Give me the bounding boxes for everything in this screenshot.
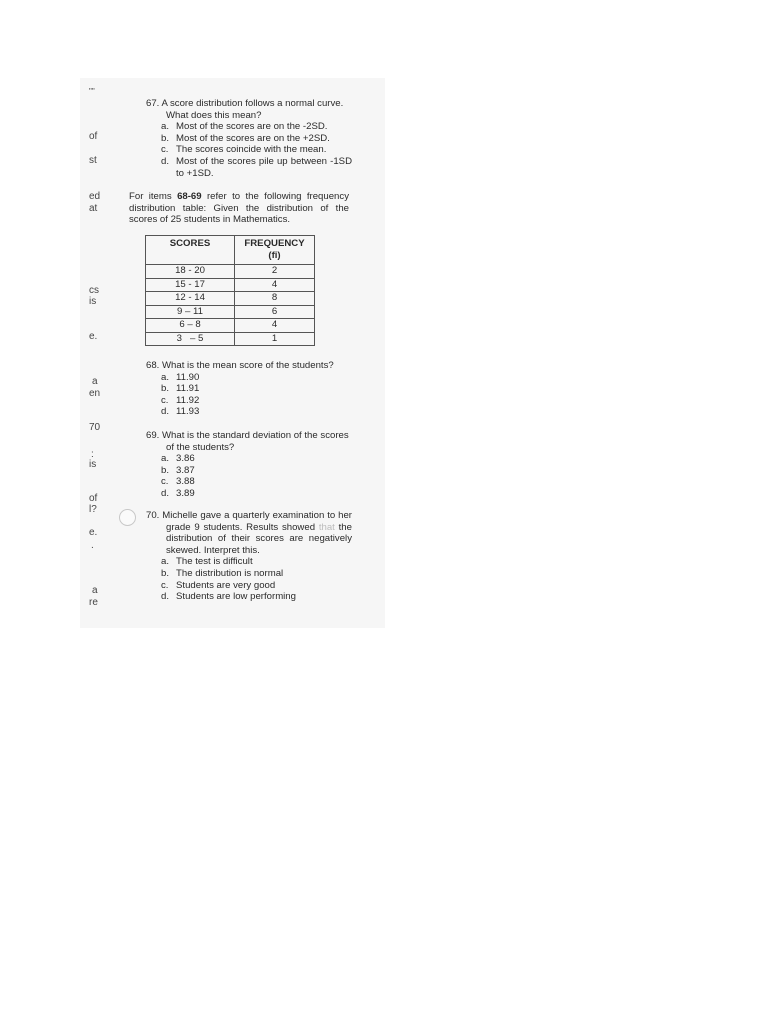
frequency-symbol: (fi) (268, 250, 281, 261)
margin-fragment: . (91, 540, 94, 551)
frequency-cell: 2 (235, 265, 315, 279)
option-letter: b. (161, 132, 170, 144)
margin-fragment: a (92, 376, 98, 387)
frequency-cell: 8 (235, 292, 315, 306)
table-row (146, 292, 315, 306)
option-text: The distribution is normal (176, 567, 284, 579)
option-letter: d. (161, 487, 170, 499)
score-cell: 6 – 8 (146, 319, 235, 333)
option-a (161, 372, 352, 384)
option-text: 3.86 (176, 453, 195, 465)
option-text: 3.87 (176, 464, 195, 476)
question-68 (146, 360, 352, 418)
margin-fragment: e. (89, 527, 98, 538)
option-text: 3.88 (176, 476, 195, 488)
intro-item-range: 68-69 (177, 191, 202, 202)
stem-faint-text: that (318, 521, 335, 533)
table-header-row (146, 236, 315, 265)
options-list (161, 556, 352, 602)
option-letter: b. (161, 567, 170, 579)
option-a (161, 121, 352, 133)
option-letter: d. (161, 591, 170, 603)
items-intro (129, 191, 349, 226)
column-header-frequency (235, 236, 315, 265)
margin-fragment: e. (89, 331, 98, 342)
option-letter: c. (161, 144, 169, 156)
margin-fragment: "" (89, 87, 95, 96)
margin-fragment: of (89, 493, 98, 504)
margin-fragment: en (89, 388, 101, 399)
margin-fragment: 70 (89, 422, 101, 433)
frequency-label: FREQUENCY (244, 238, 305, 249)
score-cell: 18 - 20 (146, 265, 235, 279)
options-list (161, 453, 352, 499)
question-stem (146, 510, 352, 556)
table-row (146, 278, 315, 292)
stem-text: the distribution of their scores are negatively skewed. Interpret this. (166, 521, 352, 556)
intro-prefix: For items (129, 191, 178, 202)
options-list (161, 121, 352, 179)
option-text: The scores coincide with the mean. (176, 144, 327, 156)
option-text: Most of the scores are on the -2SD. (176, 121, 328, 133)
option-letter: c. (161, 476, 169, 488)
option-letter: a. (161, 453, 170, 465)
margin-fragment: re (89, 597, 98, 608)
frequency-cell: 6 (235, 305, 315, 319)
option-letter: a. (161, 371, 170, 383)
option-text: Students are very good (176, 579, 276, 591)
option-b (161, 383, 352, 395)
option-text: 11.90 (176, 371, 200, 383)
option-d (161, 488, 352, 500)
option-letter: a. (161, 556, 170, 568)
option-letter: d. (161, 155, 170, 167)
option-c (161, 144, 352, 156)
score-cell: 3 – 5 (146, 332, 235, 346)
option-d (161, 406, 352, 418)
question-stem: 68. What is the mean score of the students? (146, 360, 334, 371)
option-letter: d. (161, 406, 170, 418)
margin-fragment: st (89, 155, 97, 166)
question-stem: 69. What is the standard deviation of the scores of the students? (146, 430, 349, 453)
question-67 (146, 98, 352, 179)
score-cell: 9 – 11 (146, 305, 235, 319)
frequency-table (145, 235, 315, 346)
option-a (161, 556, 352, 568)
table-row (146, 265, 315, 279)
option-d (161, 591, 352, 603)
table-row (146, 332, 315, 346)
question-stem: 67. A score distribution follows a normal curve. What does this mean? (146, 98, 344, 121)
option-b (161, 133, 352, 145)
question-70 (146, 510, 352, 603)
table-row (146, 305, 315, 319)
margin-fragment: at (89, 203, 98, 214)
option-text: Students are low performing (176, 591, 296, 603)
option-d (161, 156, 352, 179)
option-letter: b. (161, 464, 170, 476)
column-header-scores: SCORES (146, 236, 235, 265)
option-c (161, 476, 352, 488)
margin-fragment: l? (89, 504, 97, 515)
margin-fragment: ed (89, 191, 101, 202)
intro-suffix: refer to the following frequency distribution table: Given the distribution of the scores of 25 students in Mathematics. (129, 191, 349, 226)
margin-fragment: cs (89, 285, 99, 296)
margin-fragment: is (89, 459, 97, 470)
option-text: 11.93 (176, 406, 200, 418)
frequency-cell: 4 (235, 278, 315, 292)
option-text: The test is difficult (176, 556, 253, 568)
options-list (161, 372, 352, 418)
margin-fragment: a (92, 585, 98, 596)
option-text: 3.89 (176, 487, 195, 499)
option-text: Most of the scores pile up between -1SD to +1SD. (176, 155, 352, 179)
frequency-cell: 4 (235, 319, 315, 333)
question-69 (146, 430, 352, 500)
option-b (161, 465, 352, 477)
margin-fragment: is (89, 296, 97, 307)
option-a (161, 453, 352, 465)
stem-text: 70. Michelle gave a quarterly examination to her grade 9 students. Results showed (146, 510, 352, 533)
option-letter: c. (161, 579, 169, 591)
option-text: Most of the scores are on the +2SD. (176, 132, 330, 144)
option-b (161, 568, 352, 580)
margin-fragment: of (89, 131, 98, 142)
option-letter: b. (161, 383, 170, 395)
option-letter: a. (161, 121, 170, 133)
option-text: 11.91 (176, 383, 200, 395)
option-c (161, 395, 352, 407)
option-text: 11.92 (176, 394, 200, 406)
option-letter: c. (161, 394, 169, 406)
option-c (161, 580, 352, 592)
selection-circle-icon[interactable] (119, 509, 136, 526)
frequency-cell: 1 (235, 332, 315, 346)
margin-fragment: : (91, 449, 94, 460)
table-row (146, 319, 315, 333)
score-cell: 12 - 14 (146, 292, 235, 306)
score-cell: 15 - 17 (146, 278, 235, 292)
